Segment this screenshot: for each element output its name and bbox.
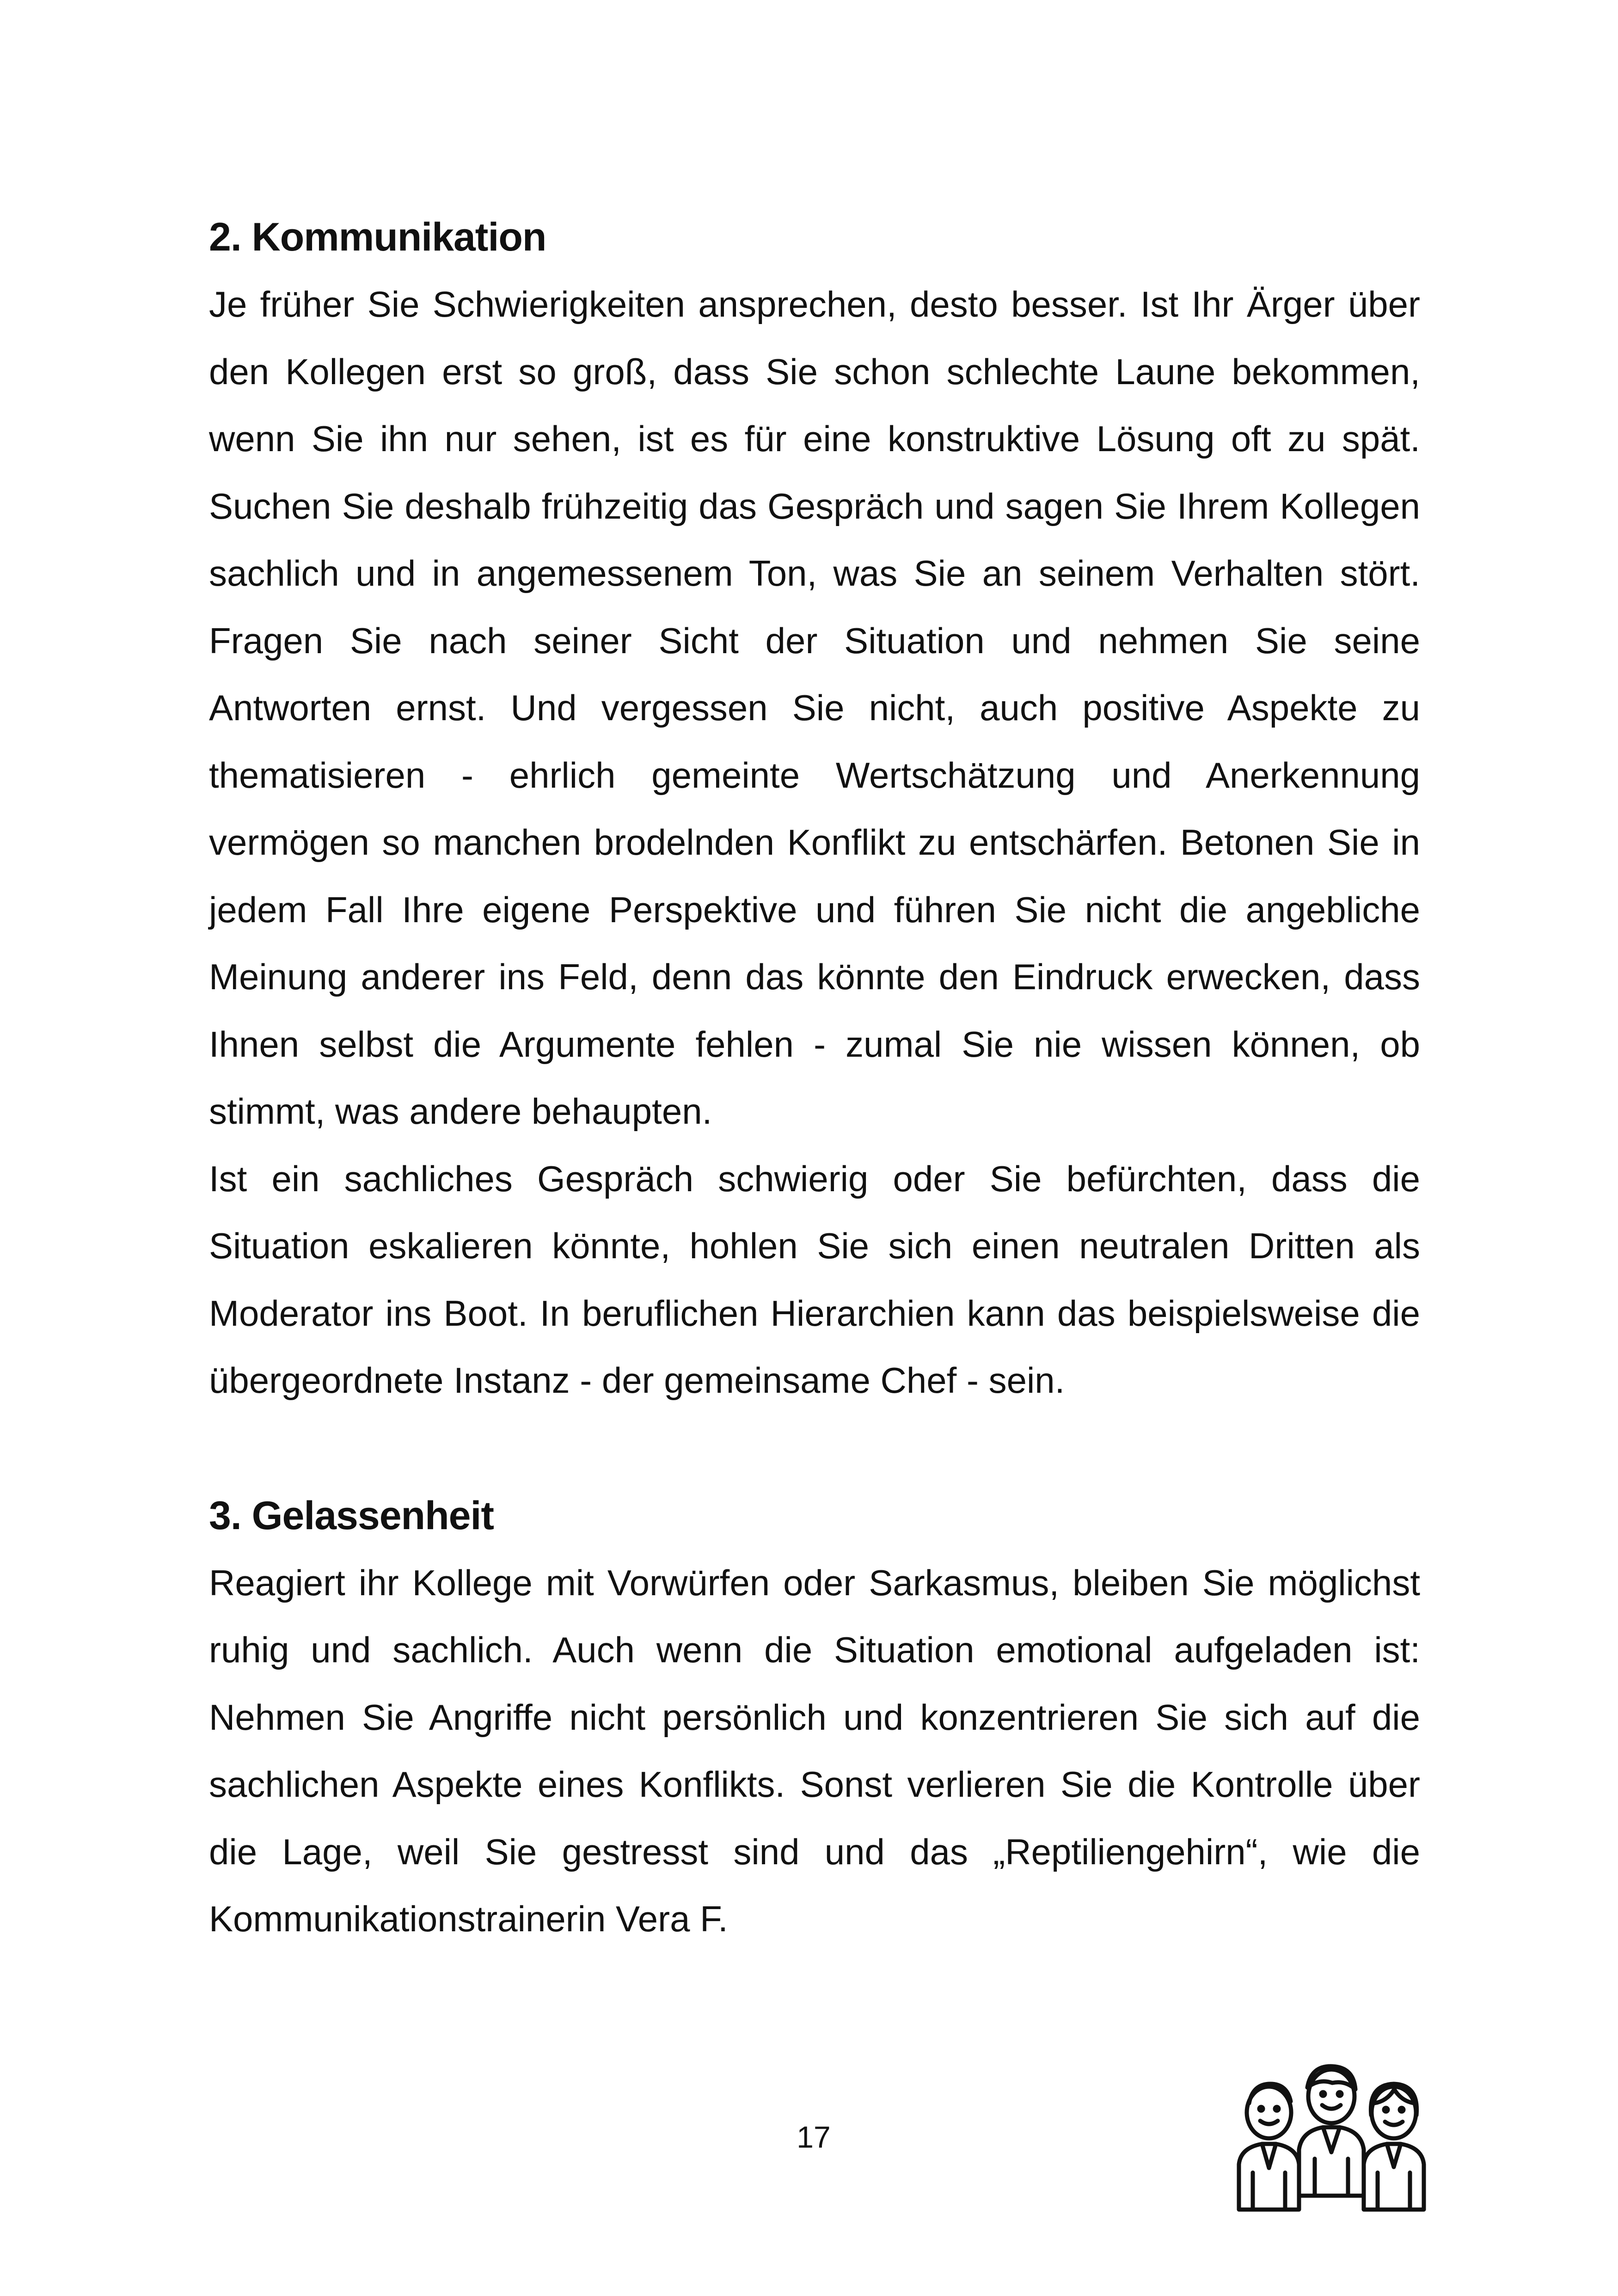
three-people-icon <box>1230 2057 1433 2223</box>
section-gelassenheit <box>209 1482 1420 1953</box>
person-left-icon <box>1239 2084 1299 2210</box>
person-right-icon <box>1364 2084 1424 2210</box>
page-content <box>209 203 1420 1953</box>
body-paragraph: Je früher Sie Schwierigkeiten ansprechen, desto besser. Ist Ihr Ärger über den Kollegen erst so groß, dass Sie schon schlechte Laune bekommen, wenn Sie ihn nur sehen, ist es für eine konstruktive Lösung oft zu spät. Suchen Sie deshalb frühzeitig das Gespräch und sagen Sie Ihrem Kollegen sachlich und in angemessenem Ton, was Sie an seinem Verhalten stört. Fragen Sie nach seiner Sicht der Situation und nehmen Sie seine Antworten ernst. Und vergessen Sie nicht, auch positive Aspekte zu thematisieren - ehrlich gemeinte Wertschätzung und Anerkennung vermögen so manchen brodelnden Konflikt zu entschärfen. Betonen Sie in jedem Fall Ihre eigene Perspektive und führen Sie nicht die angebliche Meinung anderer ins Feld, denn das könnte den Eindruck erwecken, dass Ihnen selbst die Argumente fehlen - zumal Sie nie wissen können, ob stimmt, was andere behaupten. <box>209 284 1420 1132</box>
body-paragraph: Reagiert ihr Kollege mit Vorwürfen oder Sarkasmus, bleiben Sie möglichst ruhig und sachlich. Auch wenn die Situation emotional aufgeladen ist: Nehmen Sie Angriffe nicht persönlich und konzentrieren Sie sich auf die sachlichen Aspekte eines Konflikts. Sonst verlieren Sie die Kontrolle über die Lage, weil Sie gestresst sind und das „Reptiliengehirn“, wie die Kommunikationstrainerin Vera F. <box>209 1562 1420 1939</box>
page-number: 17 <box>797 2120 831 2154</box>
section-heading: 2. Kommunikation <box>209 215 546 259</box>
body-paragraph: Ist ein sachliches Gespräch schwierig oder Sie befürchten, dass die Situation eskalieren könnte, hohlen Sie sich einen neutralen Dritten als Moderator ins Boot. In beruflichen Hierarchien kann das beispielsweise die übergeordnete Instanz - der gemeinsame Chef - sein. <box>209 1158 1420 1401</box>
section-heading: 3. Gelassenheit <box>209 1493 494 1538</box>
person-middle-icon <box>1299 2066 1364 2196</box>
section-kommunikation <box>209 203 1420 1414</box>
